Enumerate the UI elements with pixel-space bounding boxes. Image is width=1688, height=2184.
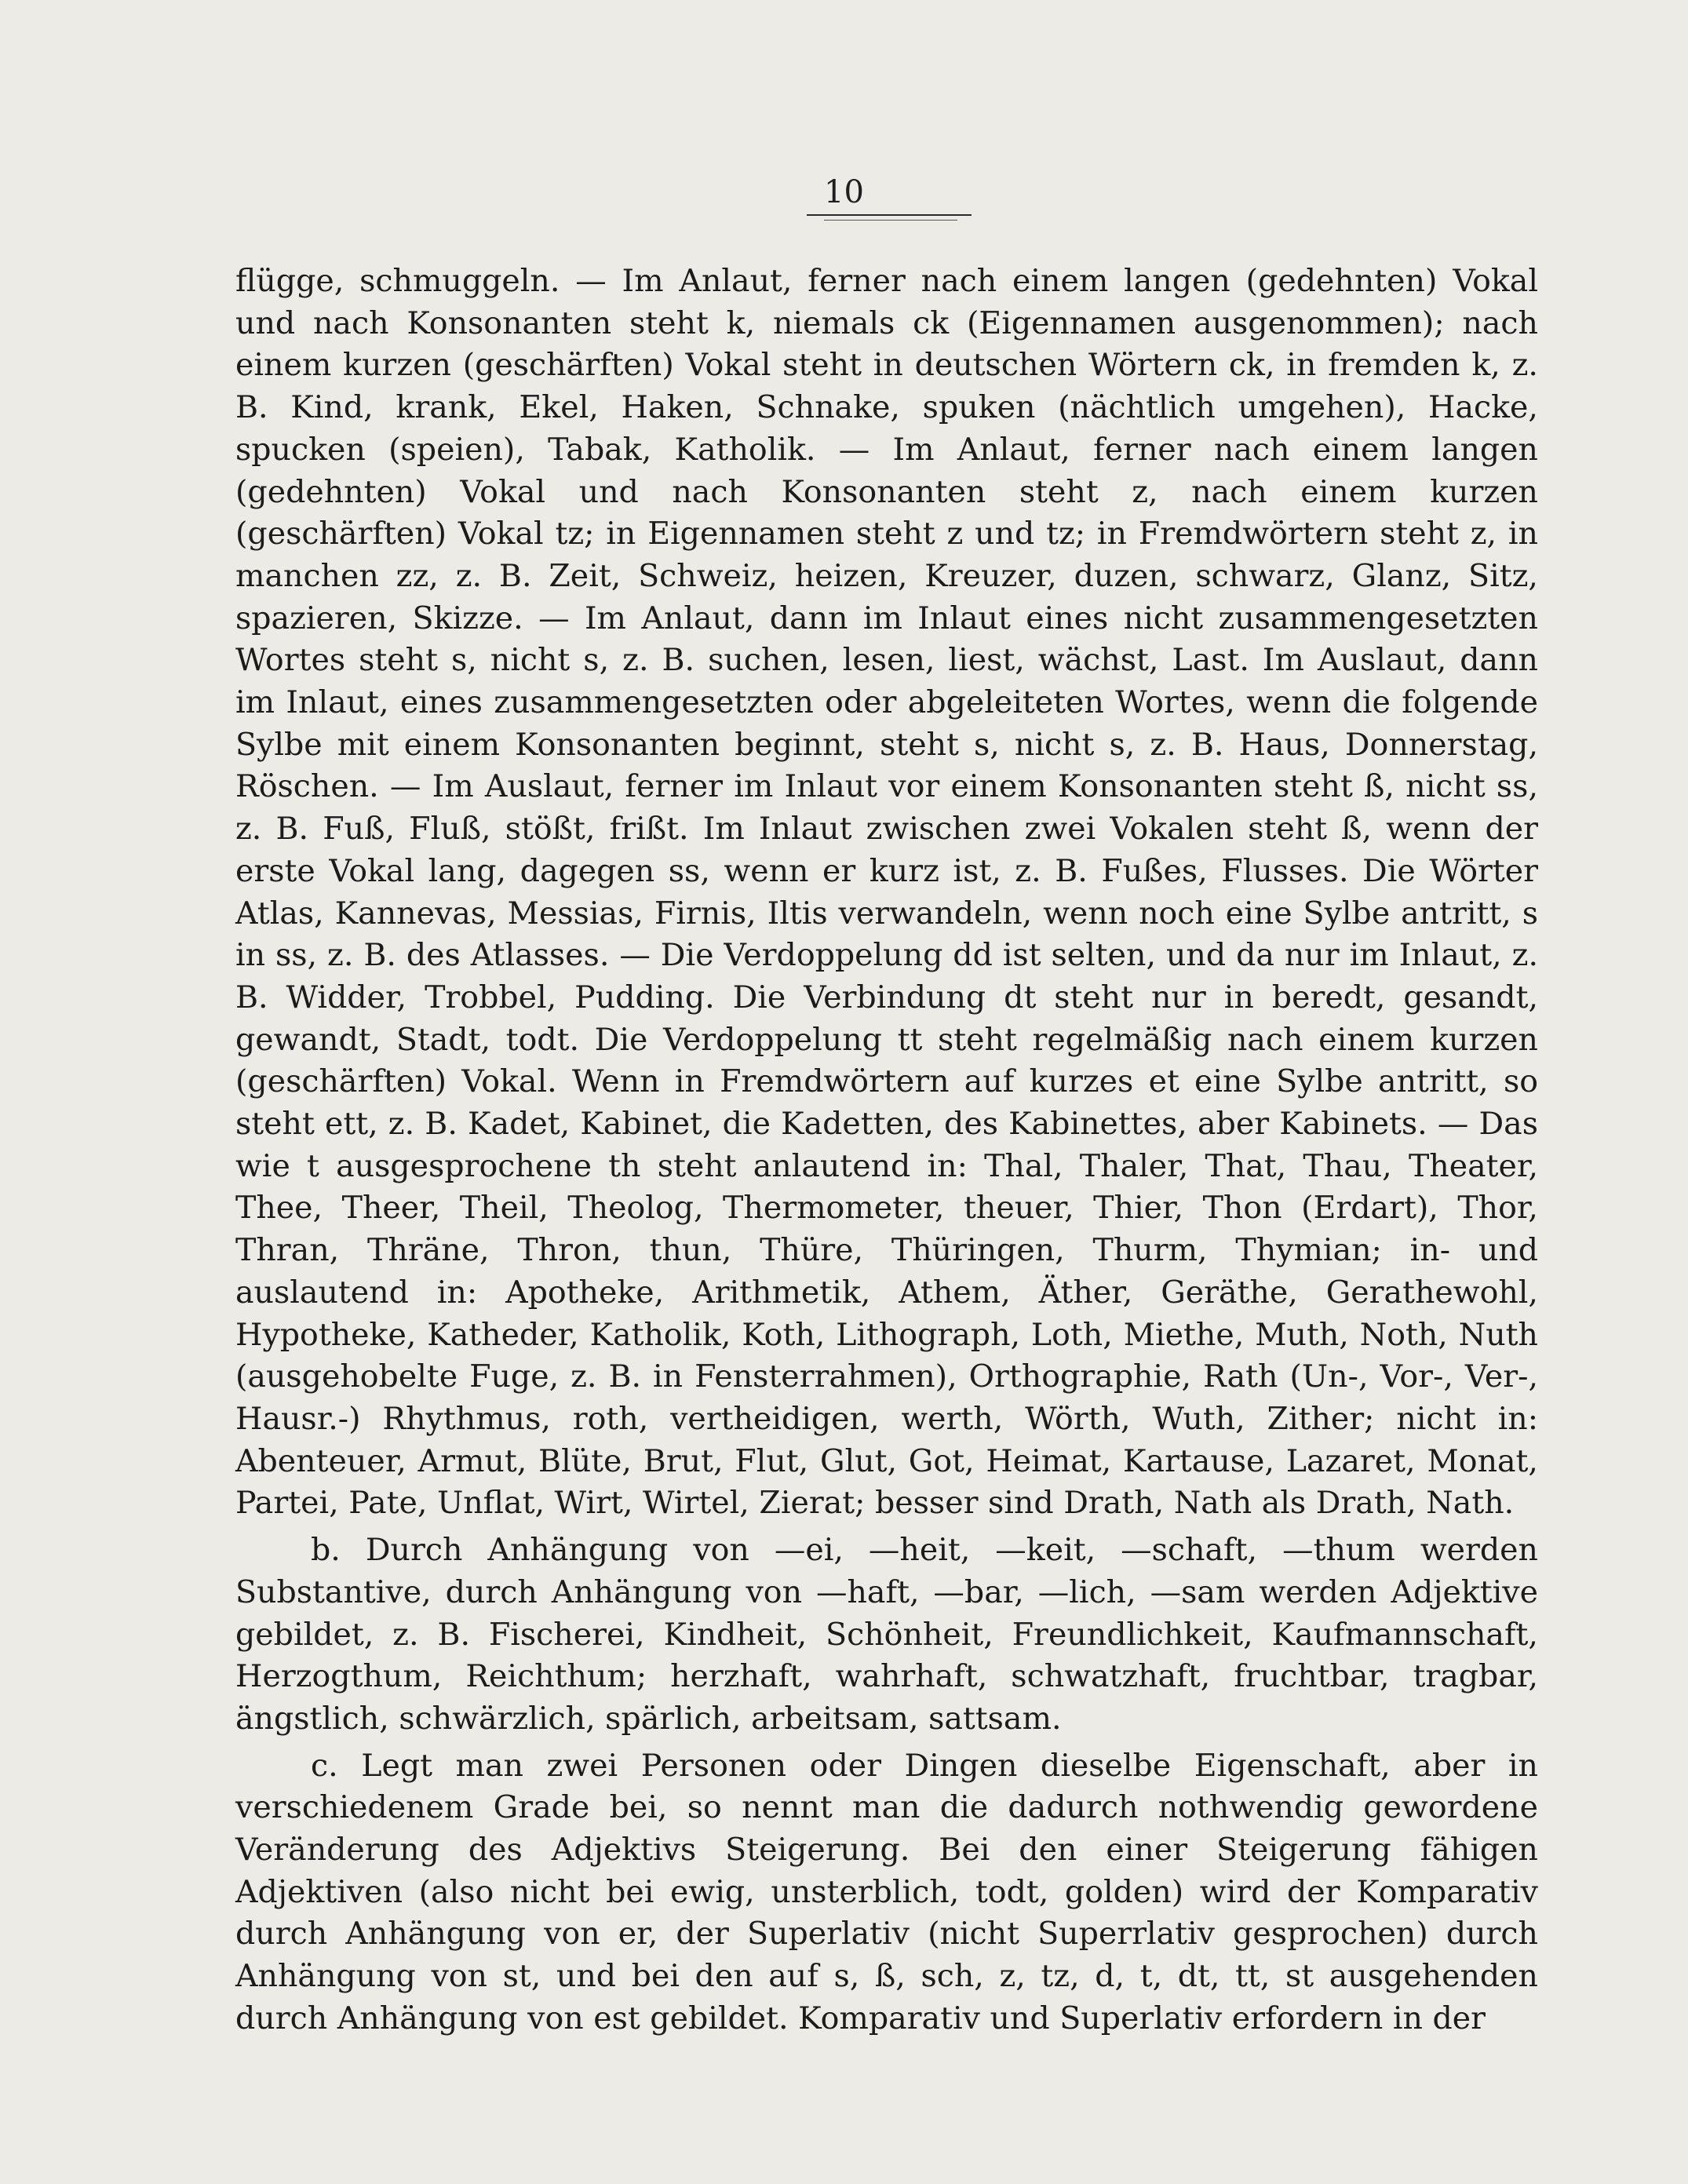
header-rule-thin xyxy=(824,220,957,221)
header-rule xyxy=(807,214,972,216)
paragraph-a-continued: flügge, schmuggeln. — Im Anlaut, ferner nach einem langen (gedehnten) Vokal und nach Konsonanten steht k, niemals ck (Eigennamen ausgenommen); nach einem kurzen (geschärften) Vokal steht in deutschen Wörtern ck, in fremden k, z. B. Kind, krank, Ekel, Haken, Schnake, spuken (nächtlich umgehen), Hacke, spucken (speien), Tabak, Katholik. — Im Anlaut, ferner nach einem langen (gedehnten) Vokal und nach Konsonanten steht z, nach einem kurzen (geschärften) Vokal tz; in Eigennamen steht z und tz; in Fremdwörtern steht z, in manchen zz, z. B. Zeit, Schweiz, heizen, Kreuzer, duzen, schwarz, Glanz, Sitz, spazieren, Skizze. — Im Anlaut, dann im Inlaut eines nicht zusammengesetzten Wortes steht s, nicht s, z. B. suchen, lesen, liest, wächst, Last. Im Auslaut, dann im Inlaut, eines zusammengesetzten oder abgeleiteten Wortes, wenn die folgende Sylbe mit einem Konsonanten beginnt, steht s, nicht s, z. B. Haus, Donnerstag, Röschen. — Im Auslaut, ferner im Inlaut vor einem Konsonanten steht ß, nicht ss, z. B. Fuß, Fluß, stößt, frißt. Im Inlaut zwischen zwei Vokalen steht ß, wenn der erste Vokal lang, dagegen ss, wenn er kurz ist, z. B. Fußes, Flusses. Die Wörter Atlas, Kannevas, Messias, Firnis, Iltis verwandeln, wenn noch eine Sylbe antritt, s in ss, z. B. des Atlasses. — Die Verdoppelung dd ist selten, und da nur im Inlaut, z. B. Widder, Trobbel, Pudding. Die Verbindung dt steht nur in beredt, gesandt, gewandt, Stadt, todt. Die Verdoppelung tt steht regelmäßig nach einem kurzen (geschärften) Vokal. Wenn in Fremdwörtern auf kurzes et eine Sylbe antritt, so steht ett, z. B. Kadet, Kabinet, die Kadetten, des Kabinettes, aber Kabinets. — Das wie t ausgesprochene th steht anlautend in: Thal, Thaler, That, Thau, Theater, Thee, Theer, Theil, Theolog, Thermometer, theuer, Thier, Thon (Erdart), Thor, Thran, Thräne, Thron, thun, Thüre, Thüringen, Thurm, Thymian; in- und auslautend in: Apotheke, Arithmetik, Athem, Äther, Geräthe, Gerathewohl, Hypotheke, Katheder, Katholik, Koth, Lithograph, Loth, Miethe, Muth, Noth, Nuth (ausgehobelte Fuge, z. B. in Fensterrahmen), Orthographie, Rath (Un-, Vor-, Ver-, Hausr.-) Rhythmus, roth, vertheidigen, werth, Wörth, Wuth, Zither; nicht in: Abenteuer, Armut, Blüte, Brut, Flut, Glut, Got, Heimat, Kartause, Lazaret, Monat, Partei, Pate, Unflat, Wirt, Wirtel, Zierat; besser sind Drath, Nath als Drath, Nath. xyxy=(235,263,1538,1522)
page-number: 10 xyxy=(824,174,864,210)
body-text xyxy=(235,261,1538,2040)
paragraph-b: b. Durch Anhängung von —ei, —heit, —keit, —schaft, —thum werden Substantive, durch Anhängung von —haft, —bar, —lich, —sam werden Adjektive gebildet, z. B. Fischerei, Kindheit, Schönheit, Freundlichkeit, Kaufmannschaft, Herzogthum, Reichthum; herzhaft, wahrhaft, schwatzhaft, fruchtbar, tragbar, ängstlich, schwärzlich, spärlich, arbeitsam, sattsam. xyxy=(235,1532,1538,1737)
paragraph-c: c. Legt man zwei Personen oder Dingen dieselbe Eigenschaft, aber in verschiedenem Grade bei, so nennt man die dadurch nothwendig gewordene Veränderung des Adjektivs Steigerung. Bei den einer Steigerung fähigen Adjektiven (also nicht bei ewig, unsterblich, todt, golden) wird der Komparativ durch Anhängung von er, der Superlativ (nicht Superrlativ gesprochen) durch Anhängung von st, und bei den auf s, ß, sch, z, tz, d, t, dt, tt, st ausgehenden durch Anhängung von est gebildet. Komparativ und Superlativ erfordern in der xyxy=(235,1747,1538,2036)
